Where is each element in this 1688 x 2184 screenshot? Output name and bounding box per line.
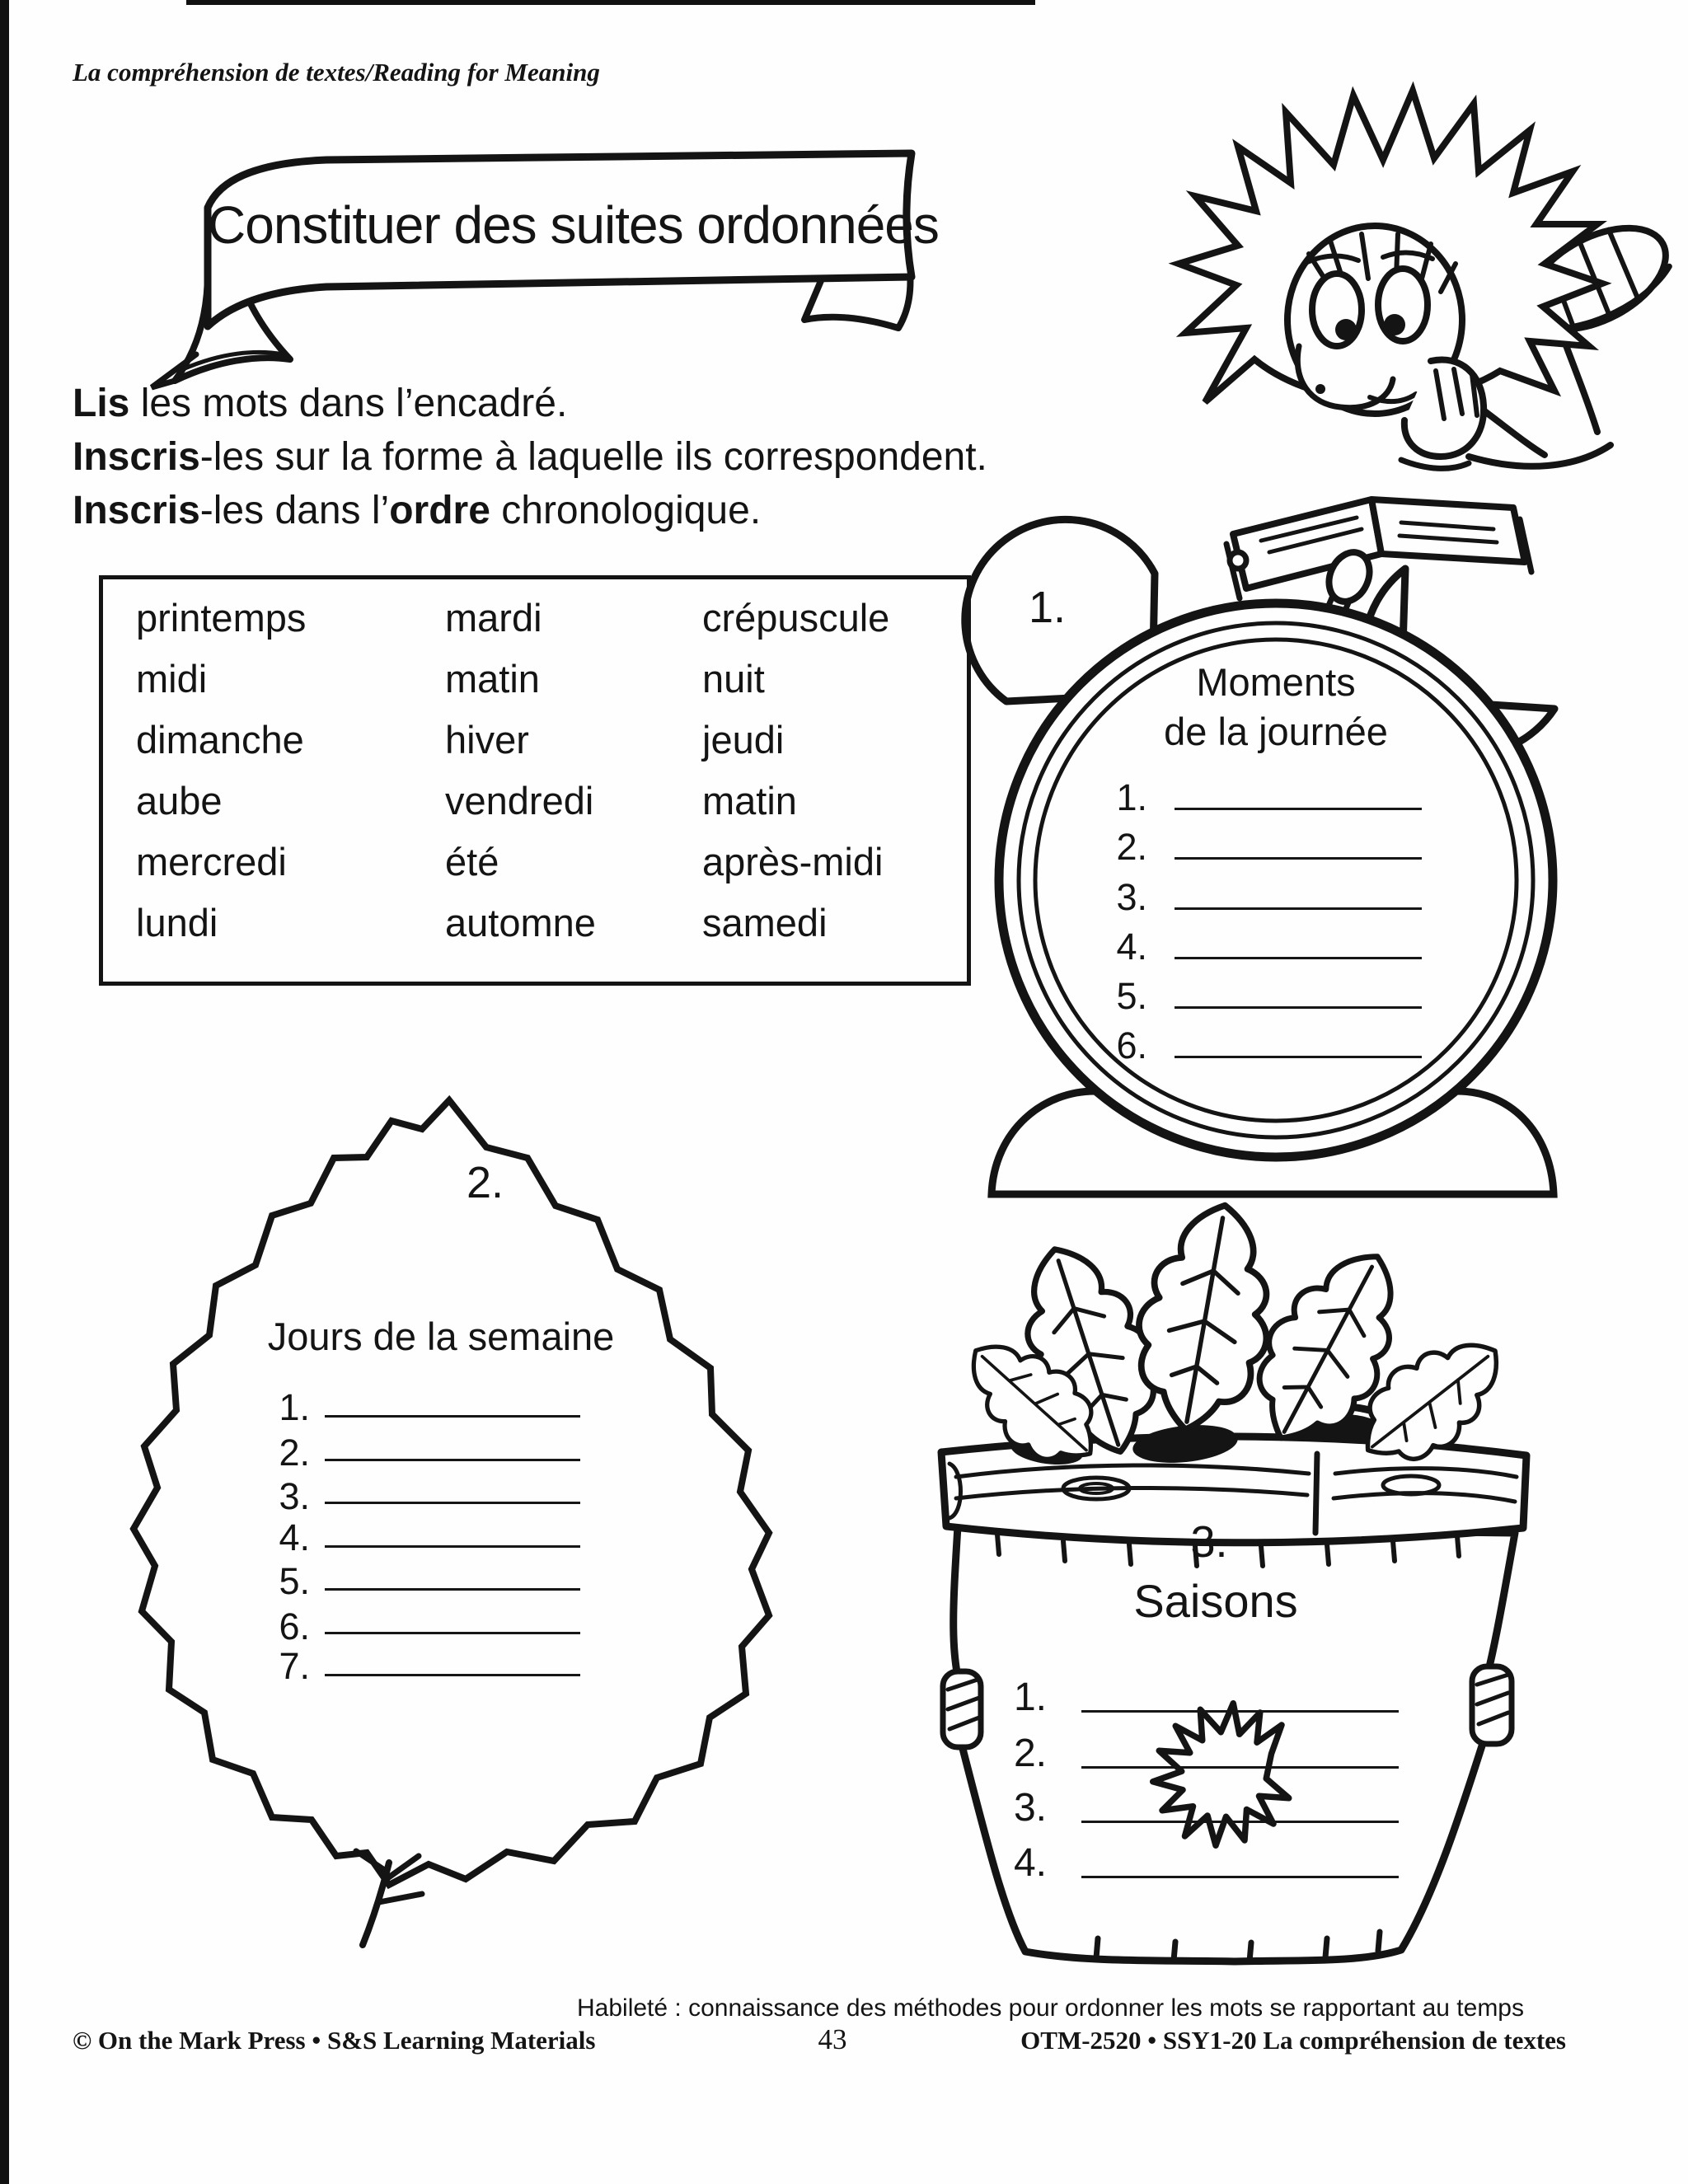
instruction-line-3 — [73, 488, 761, 533]
page-header: La compréhension de textes/Reading for Meaning — [73, 58, 600, 87]
leaf-answer-line-5[interactable] — [325, 1588, 580, 1591]
basket-item-label: 3. — [1013, 1786, 1047, 1830]
basket-answer-line-2[interactable] — [1081, 1766, 1399, 1769]
word: samedi — [702, 901, 828, 944]
footer-copyright: © On the Mark Press • S&S Learning Materials — [73, 2026, 596, 2055]
clock-title-line-2: de la journée — [1164, 710, 1388, 753]
leaf-answer-line-4[interactable] — [325, 1545, 580, 1548]
leaf-item-label: 6. — [279, 1605, 310, 1647]
leaf-item-label: 5. — [279, 1560, 310, 1602]
word: hiver — [445, 718, 529, 762]
leaf-answer-line-2[interactable] — [325, 1459, 580, 1461]
basket-item-label: 2. — [1013, 1732, 1047, 1775]
leaf-item-label: 1. — [279, 1386, 310, 1428]
instruction-3-tail: chronologique. — [490, 489, 762, 532]
word: crépuscule — [702, 596, 890, 640]
instruction-3-ordre: ordre — [389, 489, 490, 532]
banner-ribbon-shape — [152, 153, 939, 387]
instruction-2-rest: -les sur la forme à laquelle ils correspondent. — [199, 435, 987, 479]
clock-answer-line-4[interactable] — [1175, 957, 1422, 959]
instruction-1-rest: les mots dans l’encadré. — [129, 382, 568, 425]
word: mercredi — [136, 840, 287, 883]
word: nuit — [702, 657, 765, 701]
section-3-number: 3. — [1190, 1517, 1228, 1567]
leaf-answer-line-1[interactable] — [325, 1415, 580, 1418]
basket-answer-line-4[interactable] — [1081, 1876, 1399, 1878]
instruction-line-2 — [73, 434, 987, 480]
word: matin — [702, 779, 797, 823]
word: matin — [445, 657, 540, 701]
word: mardi — [445, 596, 542, 640]
word: midi — [136, 657, 208, 701]
word: dimanche — [136, 718, 304, 762]
leaf-item-label: 7. — [279, 1645, 310, 1687]
word: été — [445, 840, 499, 883]
word: vendredi — [445, 779, 594, 823]
basket-item-label: 1. — [1013, 1675, 1047, 1719]
basket-item-label: 4. — [1013, 1841, 1047, 1885]
leaf-item-label: 3. — [279, 1475, 310, 1517]
word: après-midi — [702, 840, 884, 883]
word: lundi — [136, 901, 218, 944]
banner-title: Constituer des suites ordonnées — [208, 195, 939, 255]
clock-item-label: 5. — [1116, 975, 1147, 1017]
clock-answer-line-3[interactable] — [1175, 907, 1422, 910]
clock-item-label: 3. — [1116, 876, 1147, 918]
instruction-2-verb: Inscris — [73, 435, 200, 479]
leaf-answer-line-3[interactable] — [325, 1502, 580, 1504]
word: jeudi — [702, 718, 785, 762]
clock-item-label: 2. — [1116, 826, 1147, 868]
clock-title-line-1: Moments — [1196, 660, 1356, 704]
leaf-answer-line-6[interactable] — [325, 1632, 580, 1634]
leaf-shape — [134, 1100, 769, 1945]
leaf-title: Jours de la semaine — [267, 1315, 615, 1358]
clock-answer-line-5[interactable] — [1175, 1006, 1422, 1009]
basket-answer-line-3[interactable] — [1081, 1821, 1399, 1823]
clock-item-label: 6. — [1116, 1024, 1147, 1066]
footer-product-code: OTM-2520 • SSY1-20 La compréhension de textes — [1020, 2026, 1566, 2055]
section-1-number: 1. — [1029, 583, 1067, 632]
basket-title: Saisons — [1133, 1575, 1298, 1627]
clock-answer-line-6[interactable] — [1175, 1056, 1422, 1058]
word: automne — [445, 901, 596, 944]
leaf-item-label: 2. — [279, 1432, 310, 1474]
basket-answer-line-1[interactable] — [1081, 1710, 1399, 1713]
clock-item-label: 4. — [1116, 926, 1147, 968]
clock-item-label: 1. — [1116, 776, 1147, 818]
word: aube — [136, 779, 223, 823]
footer-skill-line: Habileté : connaissance des méthodes pour ordonner les mots se rapportant au temps — [577, 1994, 1524, 2022]
instruction-1-verb: Lis — [73, 382, 130, 425]
leaf-answer-line-7[interactable] — [325, 1674, 580, 1676]
instruction-3-mid: -les dans l’ — [199, 489, 390, 532]
clock-answer-line-2[interactable] — [1175, 857, 1422, 860]
leaf-item-label: 4. — [279, 1516, 310, 1558]
instruction-line-1 — [73, 381, 567, 426]
clock-answer-line-1[interactable] — [1175, 808, 1422, 810]
instruction-3-verb: Inscris — [73, 489, 200, 532]
section-2-number: 2. — [467, 1158, 504, 1207]
hedgehog-reading-illustration — [1179, 91, 1682, 598]
word: printemps — [136, 596, 307, 640]
footer-page-number: 43 — [818, 2023, 847, 2055]
